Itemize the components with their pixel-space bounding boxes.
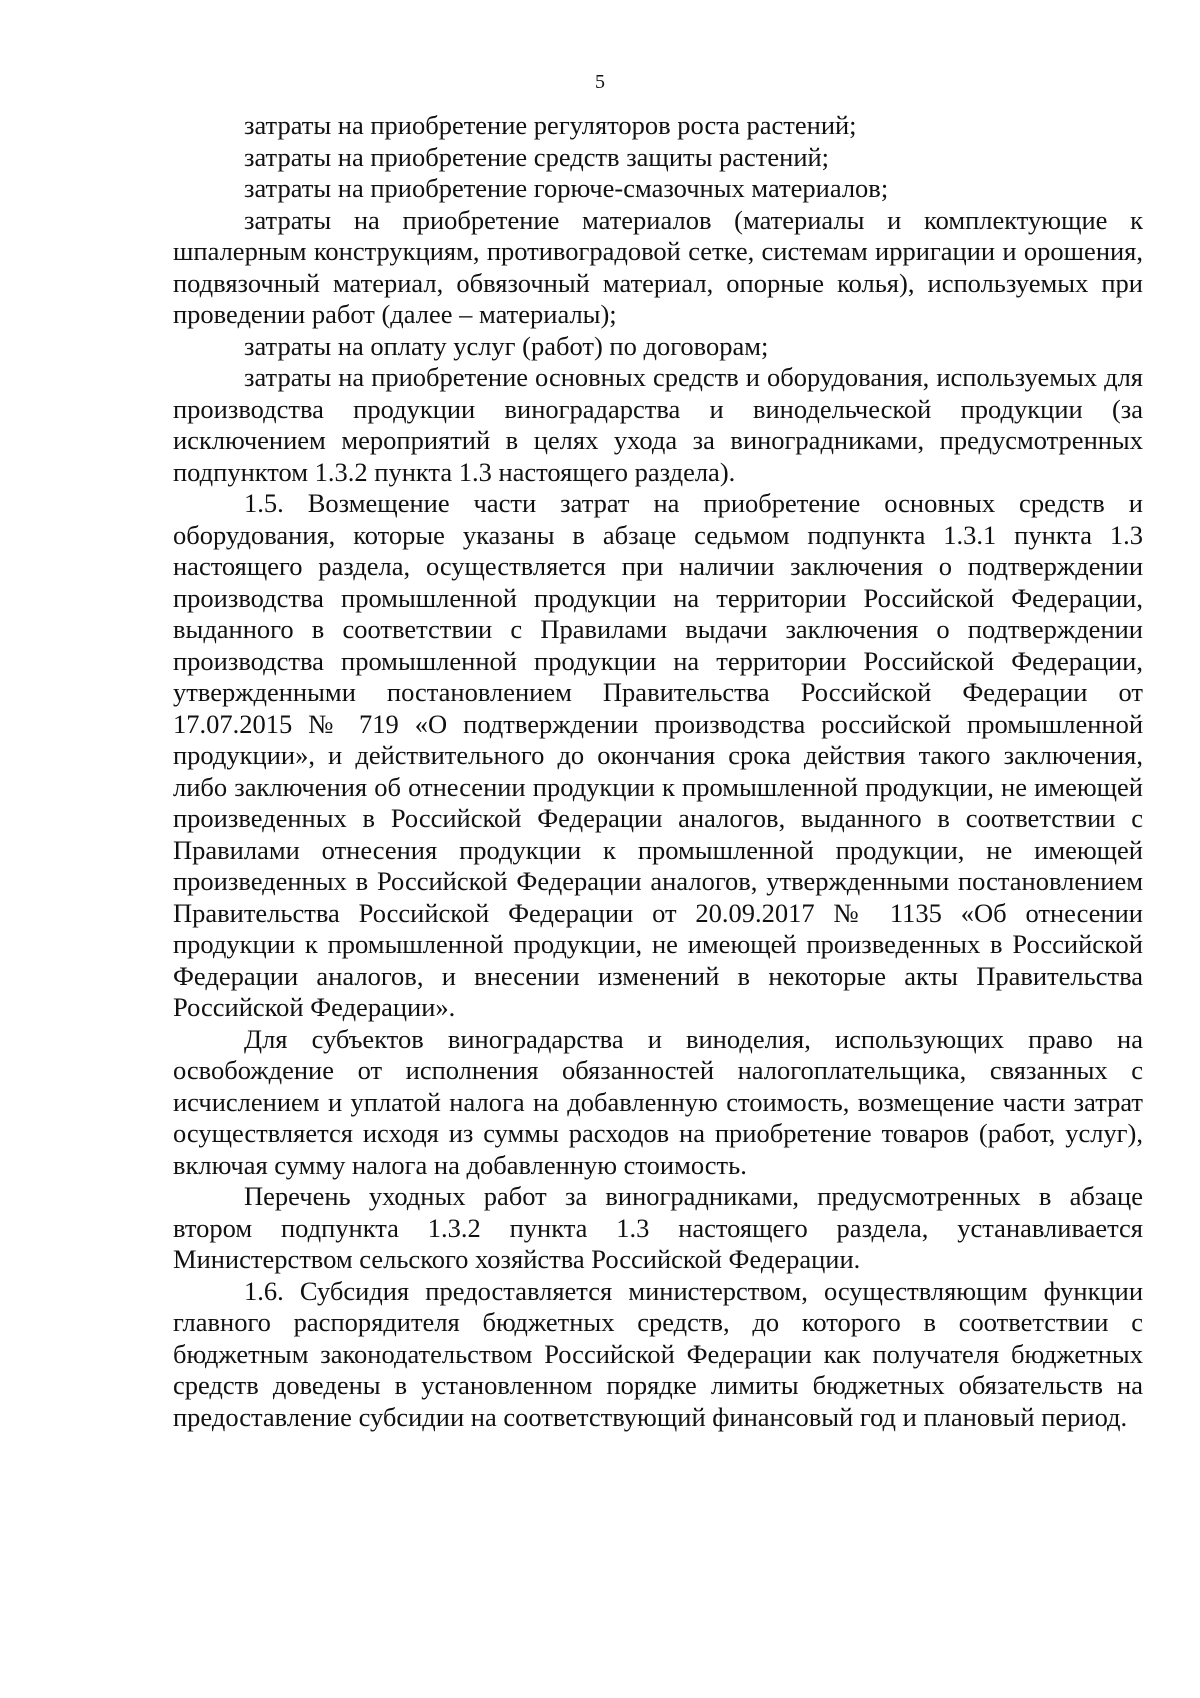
paragraph-care-works-list: Перечень уходных работ за виноградниками, предусмотренных в абзаце втором подпункта 1.3.2 пункта 1.3 настоящего раздела, устанавливается Министерством сельского хозяйства Российской Федерации. bbox=[173, 1181, 1143, 1274]
paragraph-clause-1-6: 1.6. Субсидия предоставляется министерством, осуществляющим функции главного распорядителя бюджетных средств, до которого в соответствии с бюджетным законодательством Российской Федерации как получателя бюджетных средств доведены в установленном порядке лимиты бюджетных обязательств на предоставление субсидии на соответствующий финансовый год и плановый период. bbox=[173, 1275, 1143, 1432]
paragraph-costs-plant-protection: затраты на приобретение средств защиты растений; bbox=[244, 141, 830, 172]
paragraph-costs-services: затраты на оплату услуг (работ) по договорам; bbox=[244, 330, 769, 361]
paragraph-costs-fuel-lubricants: затраты на приобретение горюче-смазочных материалов; bbox=[244, 173, 889, 203]
paragraph-costs-materials: затраты на приобретение материалов (материалы и комплектующие к шпалерным конструкциям, противоградовой сетке, системам ирригации и орошения, подвязочный материал, обвязочный материал, опорные колья), используемых при проведении работ (далее – материалы); bbox=[173, 204, 1143, 329]
paragraph-vat-exemption: Для субъектов виноградарства и виноделия, использующих право на освобождение от исполнения обязанностей налогоплательщика, связанных с исчислением и уплатой налога на добавленную стоимость, возмещение части затрат осуществляется исходя из суммы расходов на приобретение товаров (работ, услуг), включая сумму налога на добавленную стоимость. bbox=[173, 1023, 1143, 1180]
document-body bbox=[173, 110, 1143, 1433]
paragraph-clause-1-5: 1.5. Возмещение части затрат на приобретение основных средств и оборудования, которые указаны в абзаце седьмом подпункта 1.3.1 пункта 1.3 настоящего раздела, осуществляется при наличии заключения о подтверждении производства промышленной продукции на территории Российской Федерации, выданного в соответствии с Правилами выдачи заключения о подтверждении производства промышленной продукции на территории Российской Федерации, утвержденными постановлением Правительства Российской Федерации от 17.07.2015 № 719 «О подтверждении производства российской промышленной продукции», и действительного до окончания срока действия такого заключения, либо заключения об отнесении продукции к промышленной продукции, не имеющей произведенных в Российской Федерации аналогов, выданного в соответствии с Правилами отнесения продукции к промышленной продукции, не имеющей произведенных в Российской Федерации аналогов, утвержденными постановлением Правительства Российской Федерации от 20.09.2017 № 1135 «Об отнесении продукции к промышленной продукции, не имеющей произведенных в Российской Федерации аналогов, и внесении изменений в некоторые акты Правительства Российской Федерации». bbox=[173, 488, 1143, 1022]
paragraph-costs-growth-regulators: затраты на приобретение регуляторов роста растений; bbox=[244, 110, 857, 140]
paragraph-costs-fixed-assets: затраты на приобретение основных средств и оборудования, используемых для производства продукции виноградарства и винодельческой продукции (за исключением мероприятий в целях ухода за виноградниками, предусмотренных подпунктом 1.3.2 пункта 1.3 настоящего раздела). bbox=[173, 362, 1143, 487]
page-number: 5 bbox=[595, 71, 605, 93]
